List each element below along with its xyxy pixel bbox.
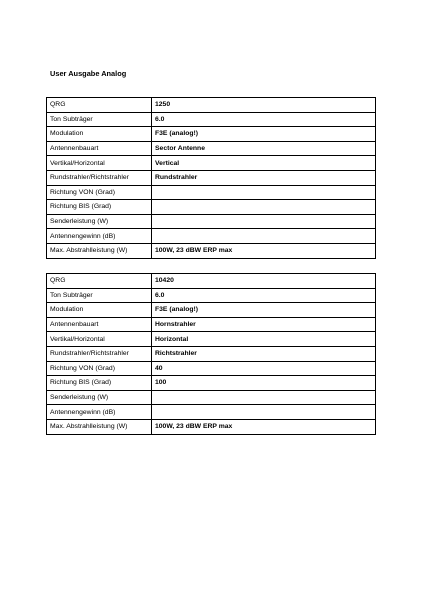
row-value xyxy=(152,200,376,215)
row-value: F3E (analog!) xyxy=(152,127,376,142)
table-row xyxy=(47,112,376,127)
row-label: Max. Abstrahlleistung (W) xyxy=(47,243,152,258)
table-row xyxy=(47,332,376,347)
table-row xyxy=(47,303,376,318)
row-label: QRG xyxy=(47,274,152,289)
table-row xyxy=(47,390,376,405)
row-value: Sector Antenne xyxy=(152,141,376,156)
row-value xyxy=(152,185,376,200)
table-row xyxy=(47,376,376,391)
table-row xyxy=(47,288,376,303)
row-label: Rundstrahler/Richtstrahler xyxy=(47,346,152,361)
row-value: 40 xyxy=(152,361,376,376)
row-label: Antennengewinn (dB) xyxy=(47,405,152,420)
row-label: Modulation xyxy=(47,127,152,142)
row-label: Senderleistung (W) xyxy=(47,214,152,229)
row-label: Antennengewinn (dB) xyxy=(47,229,152,244)
transmitter-table-1250 xyxy=(46,97,376,259)
table-row xyxy=(47,229,376,244)
row-value xyxy=(152,229,376,244)
row-value: Vertical xyxy=(152,156,376,171)
row-label: Vertikal/Horizontal xyxy=(47,156,152,171)
row-label: Ton Subträger xyxy=(47,288,152,303)
row-label: Senderleistung (W) xyxy=(47,390,152,405)
row-value: 10420 xyxy=(152,274,376,289)
row-value: 6.0 xyxy=(152,288,376,303)
table-row xyxy=(47,98,376,113)
row-label: Antennenbauart xyxy=(47,317,152,332)
table-row xyxy=(47,346,376,361)
row-value xyxy=(152,405,376,420)
row-value: Richtstrahler xyxy=(152,346,376,361)
table-row xyxy=(47,317,376,332)
table-row xyxy=(47,405,376,420)
table-row xyxy=(47,361,376,376)
row-label: Richtung VON (Grad) xyxy=(47,361,152,376)
row-label: Antennenbauart xyxy=(47,141,152,156)
row-label: Modulation xyxy=(47,303,152,318)
row-value xyxy=(152,214,376,229)
row-value: 1250 xyxy=(152,98,376,113)
table-row xyxy=(47,214,376,229)
row-label: Vertikal/Horizontal xyxy=(47,332,152,347)
table-row xyxy=(47,127,376,142)
row-value: 100 xyxy=(152,376,376,391)
row-value: Horizontal xyxy=(152,332,376,347)
document-title: User Ausgabe Analog xyxy=(50,69,127,78)
row-label: Ton Subträger xyxy=(47,112,152,127)
row-label: QRG xyxy=(47,98,152,113)
table-row xyxy=(47,156,376,171)
row-value: F3E (analog!) xyxy=(152,303,376,318)
row-label: Richtung VON (Grad) xyxy=(47,185,152,200)
row-value: Rundstrahler xyxy=(152,170,376,185)
row-label: Richtung BIS (Grad) xyxy=(47,200,152,215)
table-row xyxy=(47,419,376,434)
row-value xyxy=(152,390,376,405)
table-row xyxy=(47,274,376,289)
row-label: Rundstrahler/Richtstrahler xyxy=(47,170,152,185)
row-label: Richtung BIS (Grad) xyxy=(47,376,152,391)
row-value: 100W, 23 dBW ERP max xyxy=(152,243,376,258)
table-row xyxy=(47,141,376,156)
table-row xyxy=(47,185,376,200)
table-row xyxy=(47,170,376,185)
row-value: Hornstrahler xyxy=(152,317,376,332)
row-value: 6.0 xyxy=(152,112,376,127)
transmitter-table-10420 xyxy=(46,273,376,435)
row-value: 100W, 23 dBW ERP max xyxy=(152,419,376,434)
row-label: Max. Abstrahlleistung (W) xyxy=(47,419,152,434)
table-row xyxy=(47,200,376,215)
table-row xyxy=(47,243,376,258)
